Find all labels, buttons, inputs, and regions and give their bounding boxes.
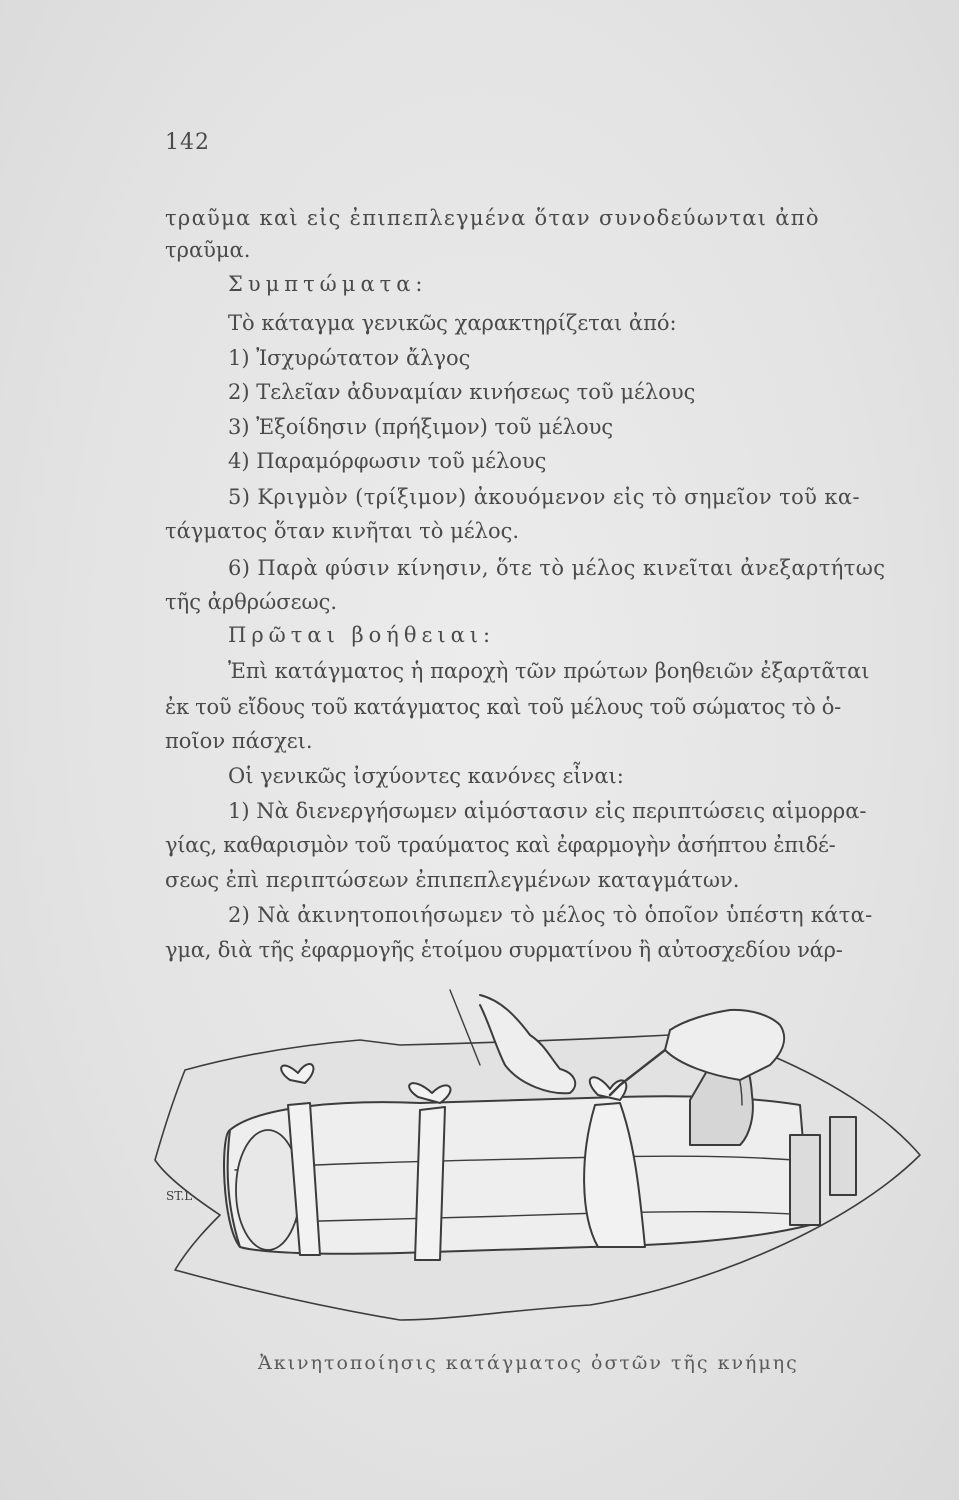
section-heading-symptoms: Συμπτώματα: <box>228 272 428 296</box>
artist-signature: ST.L <box>166 1189 193 1203</box>
rule-item-1: 1) Νὰ διενεργήσωμεν αἱμόστασιν εἰς περιπτώσεις αἱμορρα- <box>228 799 867 823</box>
text-line-14: Ἐπὶ κατάγματος ἡ παροχὴ τῶν πρώτων βοηθειῶν ἐξαρτᾶται <box>228 659 870 683</box>
symptom-item-5: 5) Κριγμὸν (τρίξιμον) ἀκουόμενον εἰς τὸ σημεῖον τοῦ κα- <box>228 485 860 509</box>
page-number: 142 <box>165 130 210 155</box>
text-line-16: ποῖον πάσχει. <box>165 729 313 753</box>
symptom-item-3: 3) Ἐξοίδησιν (πρήξιμον) τοῦ μέλους <box>228 415 614 439</box>
splinted-leg-illustration <box>150 985 940 1335</box>
figure-caption: Ἀκινητοποίησις κατάγματος ὀστῶν τῆς κνήμης <box>258 1352 799 1374</box>
symptom-item-4: 4) Παραμόρφωσιν τοῦ μέλους <box>228 449 547 473</box>
text-line-17: Οἱ γενικῶς ἰσχύοντες κανόνες εἶναι: <box>228 764 624 788</box>
section-heading-first-aid: Πρῶται βοήθειαι: <box>228 623 496 647</box>
text-line-19: γίας, καθαρισμὸν τοῦ τραύματος καὶ ἐφαρμογὴν ἀσήπτου ἐπιδέ- <box>165 833 836 857</box>
symptom-item-1: 1) Ἰσχυρώτατον ἄλγος <box>228 346 471 370</box>
symptom-item-6: 6) Παρὰ φύσιν κίνησιν, ὅτε τὸ μέλος κινεῖται ἀνεξαρτήτως <box>228 556 886 580</box>
text-line-12: τῆς ἀρθρώσεως. <box>165 590 338 614</box>
text-line-22: γμα, διὰ τῆς ἐφαρμογῆς ἑτοίμου συρματίνου ἢ αὐτοσχεδίου νάρ- <box>165 938 843 962</box>
splint-end-2 <box>830 1117 856 1195</box>
bandage-knot-2 <box>415 1107 445 1260</box>
text-line-4: Τὸ κάταγμα γενικῶς χαρακτηρίζεται ἀπό: <box>228 311 677 335</box>
rule-item-2: 2) Νὰ ἀκινητοποιήσωμεν τὸ μέλος τὸ ὁποῖον ὑπέστη κάτα- <box>228 903 873 927</box>
text-line-1: τραῦμα καὶ εἰς ἐπιπεπλεγμένα ὅταν συνοδεύωνται ἀπὸ <box>165 206 820 230</box>
text-line-20: σεως ἐπὶ περιπτώσεων ἐπιπεπλεγμένων καταγμάτων. <box>165 868 740 892</box>
text-line-15: ἐκ τοῦ εἴδους τοῦ κατάγματος καὶ τοῦ μέλους τοῦ σώματος τὸ ὁ- <box>165 695 841 719</box>
splint-end-1 <box>790 1135 820 1225</box>
symptom-item-2: 2) Τελεῖαν ἀδυναμίαν κινήσεως τοῦ μέλους <box>228 380 696 404</box>
text-line-10: τάγματος ὅταν κινῆται τὸ μέλος. <box>165 519 520 543</box>
text-line-2: τραῦμα. <box>165 238 251 262</box>
